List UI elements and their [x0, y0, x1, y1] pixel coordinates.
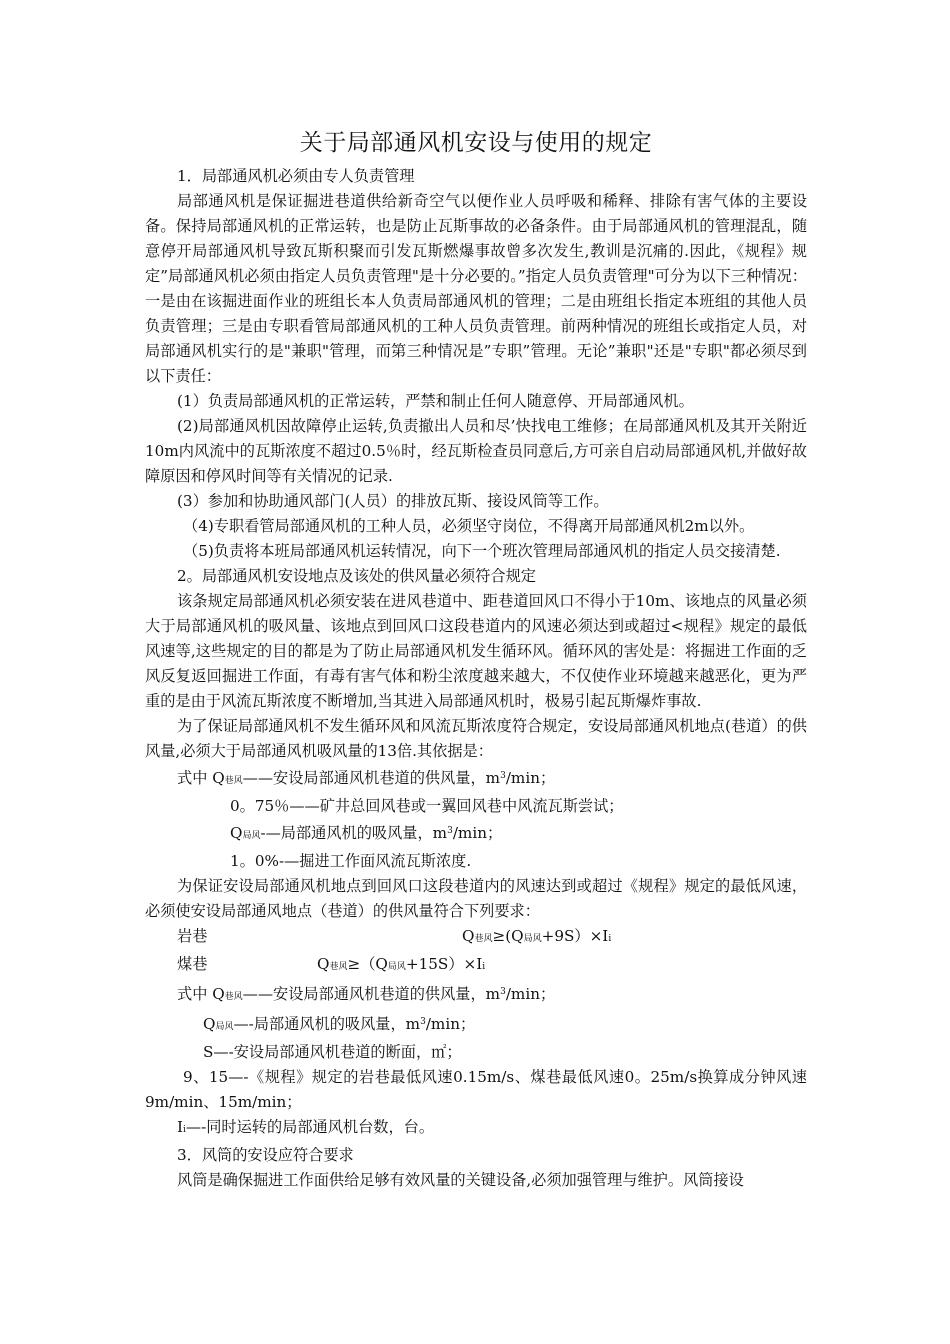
definition-q-fan: Q局风-—局部通风机的吸风量，$m^3/\min$； — [230, 824, 503, 842]
duty-item-4: （4)专职看管局部通风机的工种人员，必须坚守岗位，不得离开局部通风机2m以外。 — [183, 517, 755, 535]
section-2-heading: 2。局部通风机安设地点及该处的供风量必须符合规定 — [177, 567, 536, 585]
formula-rock-expression: Q巷风≥(Q局风+9S）×Ii — [462, 927, 612, 945]
definition-075: 0。75％——矿井总回风巷或一翼回风巷中风流瓦斯尝试； — [230, 797, 624, 815]
definition-q-fan-2: Q局风—-局部通风机的吸风量，$m^3/\min$； — [203, 1015, 476, 1033]
section-2-paragraph-3: 为保证安设局部通风机地点到回风口这段巷道内的风速达到或超过《规程》规定的最低风速，必须使安设局部通风地点（巷道）的供风量符合下列要求： — [145, 877, 807, 920]
formula-rock-tunnel — [145, 924, 807, 952]
duty-item-2: (2)局部通风机因故障停止运转,负责撤出人员和尽’快找电工维修；在局部通风机及其开关附近10m内风流中的瓦斯浓度不超过0.5％时，经瓦斯检查员同意后,方可亲自启动局部通风机,并做好故障原因和停风时间等有关情况的记录. — [145, 417, 807, 485]
section-3-paragraph: 风筒是确保掘进工作面供给足够有效风量的关键设备,必须加强管理与维护。风筒接设 — [177, 1171, 744, 1189]
formula-coal-tunnel — [145, 952, 807, 980]
definition-q-tunnel: 式中 Q巷风——安设局部通风机巷道的供风量，$m^3/\min$； — [177, 769, 556, 787]
section-1-paragraph: 局部通风机是保证掘进巷道供给新奇空气以便作业人员呼吸和稀释、排除有害气体的主要设备。保持局部通风机的正常运转，也是防止瓦斯事故的必备条件。由于局部通风机的管理混乱，随意停开局部通风机导致瓦斯积聚而引发瓦斯燃爆事故曾多次发生,教训是沉痛的.因此，《规程》规定”局部通风机必须由指定人员负责管理"是十分必要的。”指定人员负责管理"可分为以下三种情况：一是由在该掘进面作业的班组长本人负责局部通风机的管理；二是由班组长指定本班组的其他人员负责管理；三是由专职看管局部通风机的工种人员负责管理。前两种情况的班组长或指定人员，对局部通风机实行的是"兼职"管理，而第三种情况是”专职”管理。无论”兼职"还是"专职"都必须尽到以下责任： — [145, 192, 807, 385]
section-3-heading: 3．风筒的安设应符合要求 — [177, 1146, 354, 1164]
section-2-paragraph-1: 该条规定局部通风机必须安装在进风巷道中、距巷道回风口不得小于10m、该地点的风量必须大于局部通风机的吸风量、该地点到回风口这段巷道内的风速必须达到或超过<规程》规定的最低风速等,这些规定的目的都是为了防止局部通风机发生循环风。循环风的害处是：将掘进工作面的乏风反复返回掘进工作面，有毒有害气体和粉尘浓度越来越大，不仅使作业环境越来越恶化，更为严重的是由于风流瓦斯浓度不断增加,当其进入局部通风机时，极易引起瓦斯爆炸事故. — [145, 592, 807, 710]
document-page — [145, 128, 807, 1193]
formula-rock-label: 岩巷 — [177, 927, 208, 945]
document-title: 关于局部通风机安设与使用的规定 — [299, 130, 653, 156]
section-2-paragraph-2: 为了保证局部通风机不发生循环风和风流瓦斯浓度符合规定，安设局部通风机地点(巷道）的供风量,必须大于局部通风机吸风量的13倍.其依据是： — [145, 717, 807, 760]
definition-q-tunnel-2: 式中 Q巷风——安设局部通风机巷道的供风量，$m^3/\min$； — [177, 985, 556, 1003]
duty-item-5: （5)负责将本班局部通风机运转情况，向下一个班次管理局部通风机的指定人员交接清楚. — [183, 542, 781, 560]
definition-ii: Ii—-同时运转的局部通风机台数，台。 — [177, 1118, 435, 1136]
formula-coal-label: 煤巷 — [177, 955, 208, 973]
definition-10: 1。0%-—掘进工作面风流瓦斯浓度. — [230, 852, 472, 870]
duty-item-1: (1）负责局部通风机的正常运转，严禁和制止任何人随意停、开局部通风机。 — [177, 392, 694, 410]
formula-coal-expression: Q巷风≥（Q局风+15S）×Ii — [317, 955, 486, 973]
definition-s: S—-安设局部通风机巷道的断面，㎡； — [203, 1043, 462, 1061]
definition-9-15: 9、15—-《规程》规定的岩巷最低风速0.15m/s、煤巷最低风速0。25m/s换算成分钟风速9m/min、15m/min； — [145, 1068, 807, 1111]
duty-item-3: (3）参加和协助通风部门(人员）的排放瓦斯、接设风筒等工作。 — [177, 492, 609, 510]
section-1-heading: 1．局部通风机必须由专人负责管理 — [177, 167, 415, 185]
